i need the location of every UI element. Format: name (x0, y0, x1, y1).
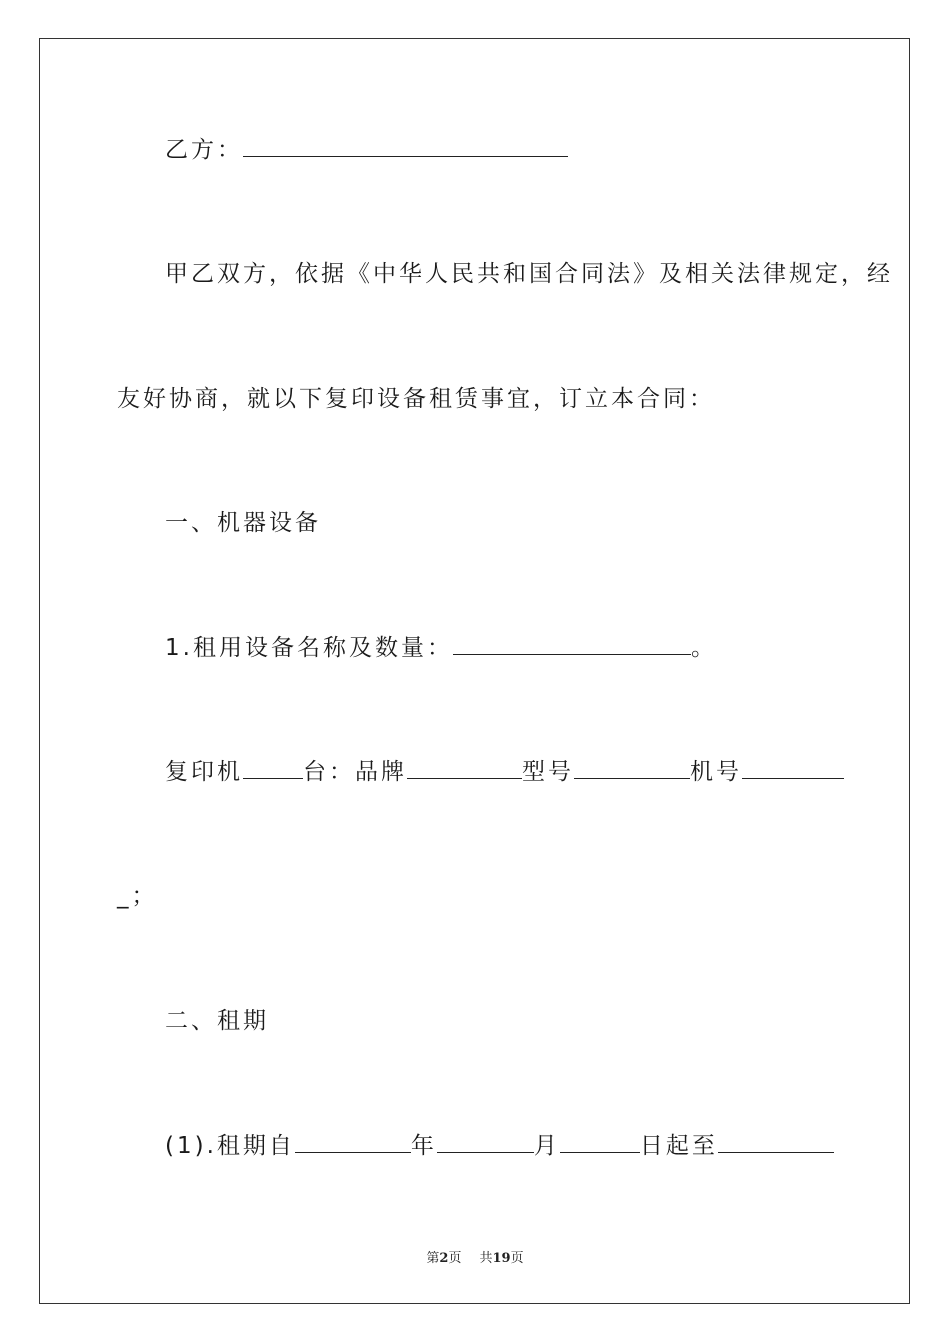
section-1-title: 一、机器设备 (165, 510, 321, 536)
item-1-end: 。 (690, 635, 717, 661)
copier-brand-blank (407, 758, 522, 779)
copier-count-blank (243, 758, 303, 779)
item-1-blank (453, 634, 691, 655)
item-1-label: 1.租用设备名称及数量： (165, 635, 453, 661)
page-suffix: 页 (448, 1251, 462, 1266)
term-line (165, 1131, 834, 1161)
intro-line-2: 友好协商，就以下复印设备租赁事宜，订立本合同： (117, 386, 715, 412)
copier-model-label: 型号 (522, 759, 574, 785)
party-b-label: 乙方： (165, 137, 243, 163)
copier-serial-blank (742, 758, 844, 779)
copier-serial-label: 机号 (690, 759, 742, 785)
term-month-label: 月 (533, 1133, 560, 1159)
term-day-blank (560, 1132, 640, 1153)
intro-line-1: 甲乙双方，依据《中华人民共和国合同法》及相关法律规定，经 (165, 261, 893, 287)
page-total: 19 (492, 1251, 511, 1266)
total-suffix: 页 (510, 1251, 524, 1266)
page-border (39, 38, 910, 1304)
copier-label: 复印机 (165, 759, 243, 785)
term-day-label: 日起至 (639, 1133, 718, 1159)
term-year-label: 年 (410, 1133, 437, 1159)
page-footer (0, 1247, 950, 1266)
page-prefix: 第 (426, 1251, 440, 1266)
term-month-blank (437, 1132, 534, 1153)
section-2-title: 二、租期 (165, 1008, 269, 1034)
party-b-line (165, 135, 568, 165)
party-b-blank (243, 136, 568, 157)
term-end-blank (718, 1132, 834, 1153)
item-1-line (165, 633, 717, 663)
copier-line (165, 757, 844, 787)
copier-tail: _； (117, 883, 158, 909)
copier-model-blank (574, 758, 690, 779)
copier-brand-label: 台：品牌 (303, 759, 407, 785)
term-label: (1).租期自 (165, 1133, 295, 1159)
term-year-blank (295, 1132, 411, 1153)
total-prefix: 共 (479, 1251, 493, 1266)
page-current: 2 (439, 1251, 449, 1266)
